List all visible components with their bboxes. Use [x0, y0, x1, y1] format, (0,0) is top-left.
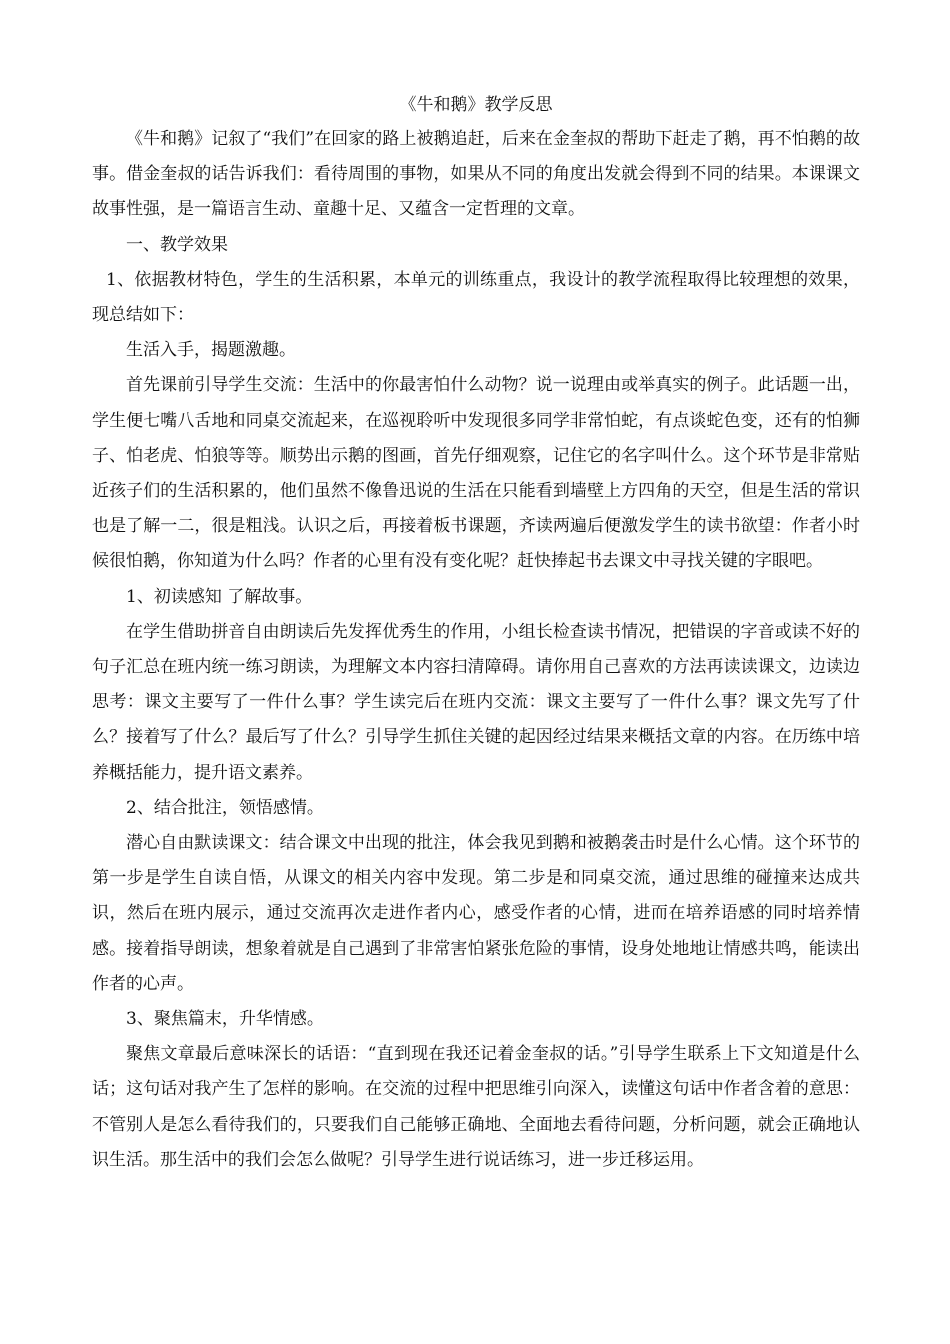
paragraph-ending-focus: 聚焦文章最后意味深长的话语：“直到现在我还记着金奎叔的话。”引导学生联系上下文知道是什么话；这句话对我产生了怎样的影响。在交流的过程中把思维引向深入，读懂这句话中作者含着的意思：不管别人是怎么看待我们的，只要我们自己能够正确地、全面地去看待问题，分析问题，就会正确地认识生活。那生活中的我们会怎么做呢？引导学生进行说话练习，进一步迁移运用。 [92, 1044, 860, 1170]
paragraph-annotations: 潜心自由默读课文：结合课文中出现的批注，体会我见到鹅和被鹅袭击时是什么心情。这个环节的第一步是学生自读自悟，从课文的相关内容中发现。第二步是和同桌交流，通过思维的碰撞来达成共识，然后在班内展示，通过交流再次走进作者内心，感受作者的心情，进而在培养语感的同时培养情感。接着指导朗读，想象着就是自己遇到了非常害怕紧张危险的事情，设身处地地让情感共鸣，能读出作者的心声。 [92, 833, 860, 994]
section-heading-teaching-effect: 一、教学效果 [126, 234, 228, 255]
paragraph-life-intro: 首先课前引导学生交流：生活中的你最害怕什么动物？说一说理由或举真实的例子。此话题一出，学生便七嘴八舌地和同桌交流起来，在巡视聆听中发现很多同学非常怕蛇，有点谈蛇色变，还有的怕狮子、怕老虎、怕狼等等。顺势出示鹅的图画，首先仔细观察，记住它的名字叫什么。这个环节是非常贴近孩子们的生活积累的，他们虽然不像鲁迅说的生活在只能看到墙壁上方四角的天空，但是生活的常识也是了解一二，很是粗浅。认识之后，再接着板书课题，齐读两遍后便激发学生的读书欲望：作者小时候很怕鹅，你知道为什么吗？作者的心里有没有变化呢？赶快捧起书去课文中寻找关键的字眼吧。 [92, 375, 860, 572]
subheading-annotations: 2、结合批注，领悟感情。 [126, 797, 324, 818]
paragraph-point-1: 1、依据教材特色，学生的生活积累，本单元的训练重点，我设计的教学流程取得比较理想的效果，现总结如下： [92, 269, 860, 326]
paragraph-first-reading: 在学生借助拼音自由朗读后先发挥优秀生的作用，小组长检查读书情况，把错误的字音或读不好的句子汇总在班内统一练习朗读，为理解文本内容扫清障碍。请你用自己喜欢的方法再读读课文，边读边思考：课文主要写了一件什么事？学生读完后在班内交流：课文主要写了一件什么事？课文先写了什么？接着写了什么？最后写了什么？引导学生抓住关键的起因经过结果来概括文章的内容。在历练中培养概括能力，提升语文素养。 [92, 621, 860, 783]
subheading-first-reading: 1、初读感知 了解故事。 [126, 586, 313, 607]
subheading-ending-focus: 3、聚焦篇末，升华情感。 [126, 1009, 324, 1030]
paragraph-intro: 《牛和鹅》记叙了“我们”在回家的路上被鹅追赶，后来在金奎叔的帮助下赶走了鹅，再不怕鹅的故事。借金奎叔的话告诉我们：看待周围的事物，如果从不同的角度出发就会得到不同的结果。本课课文故事性强，是一篇语言生动、童趣十足、又蕴含一定哲理的文章。 [92, 129, 860, 220]
document-page [92, 88, 860, 1178]
document-title: 《牛和鹅》教学反思 [399, 95, 553, 115]
subheading-life-intro: 生活入手，揭题激趣。 [126, 340, 296, 361]
